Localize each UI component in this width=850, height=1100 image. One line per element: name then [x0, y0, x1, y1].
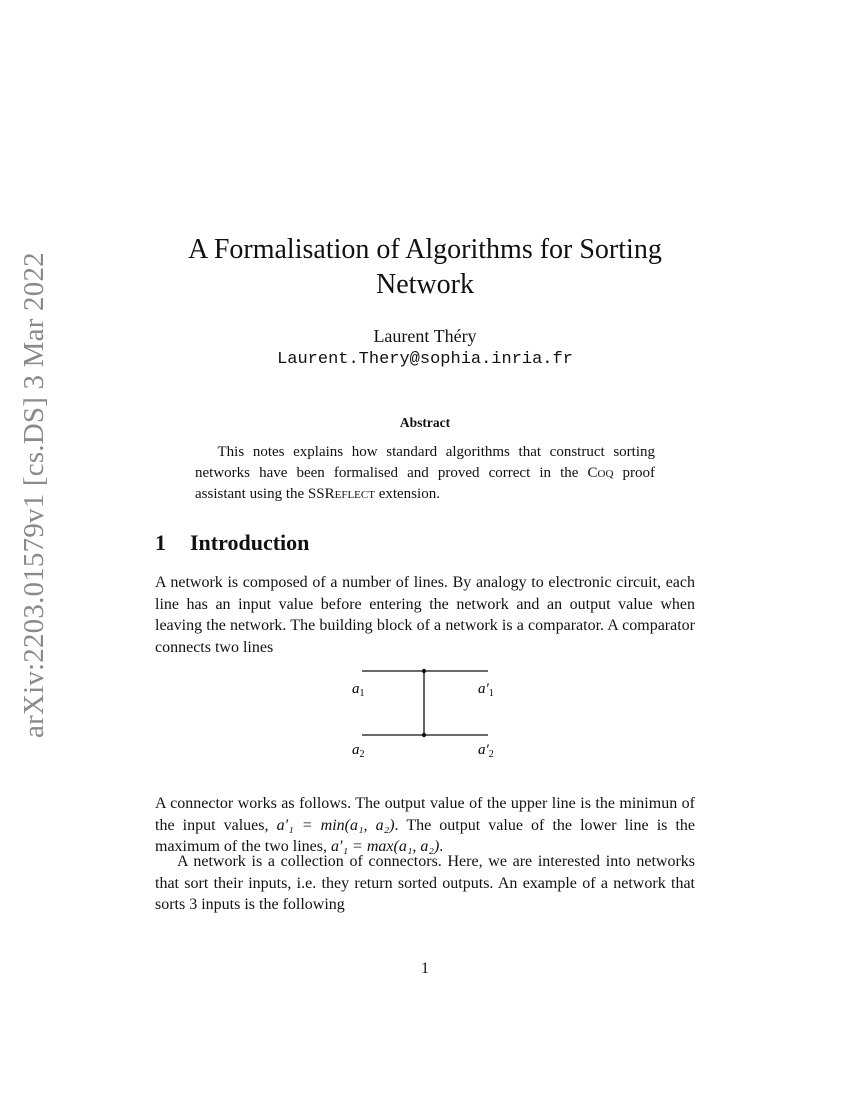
abstract-heading: Abstract [399, 415, 451, 430]
connector-paragraph [155, 793, 695, 858]
author-email: Laurent.Thery@sophia.inria.fr [277, 350, 573, 369]
abstract-text-part1: This notes explains how standard algorithms that construct sorting networks have been formalised and proved correct in the [195, 444, 655, 481]
label-input-top: $a_1$ [352, 681, 365, 699]
label-input-bottom: $a_2$ [352, 742, 365, 760]
section-heading [155, 530, 309, 556]
arxiv-stamp: arXiv:2203.01579v1 [cs.DS] 3 Mar 2022 [18, 252, 50, 738]
abstract-text-part3: extension. [374, 486, 440, 502]
ssreflect-name: SSReflect [307, 486, 375, 502]
max-formula: a′₁ = max(a₁, a₂) [330, 838, 440, 855]
section-title: Introduction [190, 530, 310, 555]
label-output-bottom: $a'_2$ [478, 742, 494, 760]
author-name: Laurent Théry [373, 326, 477, 346]
connector-text-part2: . The output value of the lower line is the maximum of the two lines, [155, 816, 695, 855]
comparator-top-node [422, 669, 426, 673]
section-number: 1 [155, 530, 166, 555]
page-number: 1 [421, 960, 429, 977]
intro-paragraph: A network is composed of a number of lines. By analogy to electronic circuit, each line has an input value before entering the network and an output value when leaving the network. The building block of a network is a comparator. A comparator connects two lines [155, 574, 695, 656]
abstract-text [195, 442, 655, 505]
coq-name: Coq [587, 465, 614, 481]
connector-text-part3: . [439, 838, 444, 855]
abstract-text-part2: proof assistant using the [195, 465, 656, 502]
network-paragraph: A network is a collection of connectors. Here, we are interested into networks that sort their inputs, i.e. they return sorted outputs. An example of a network that sorts 3 inputs is the following [155, 853, 695, 913]
label-output-top: $a'_1$ [478, 681, 494, 699]
connector-text-part1: A connector works as follows. The output value of the upper line is the minimun of the input values, [155, 795, 695, 834]
comparator-bottom-node [422, 733, 426, 737]
comparator-diagram [340, 658, 510, 768]
paper-title: A Formalisation of Algorithms for Sorting Network [188, 234, 662, 300]
min-formula: a′₁ = min(a₁, a₂) [276, 816, 395, 834]
